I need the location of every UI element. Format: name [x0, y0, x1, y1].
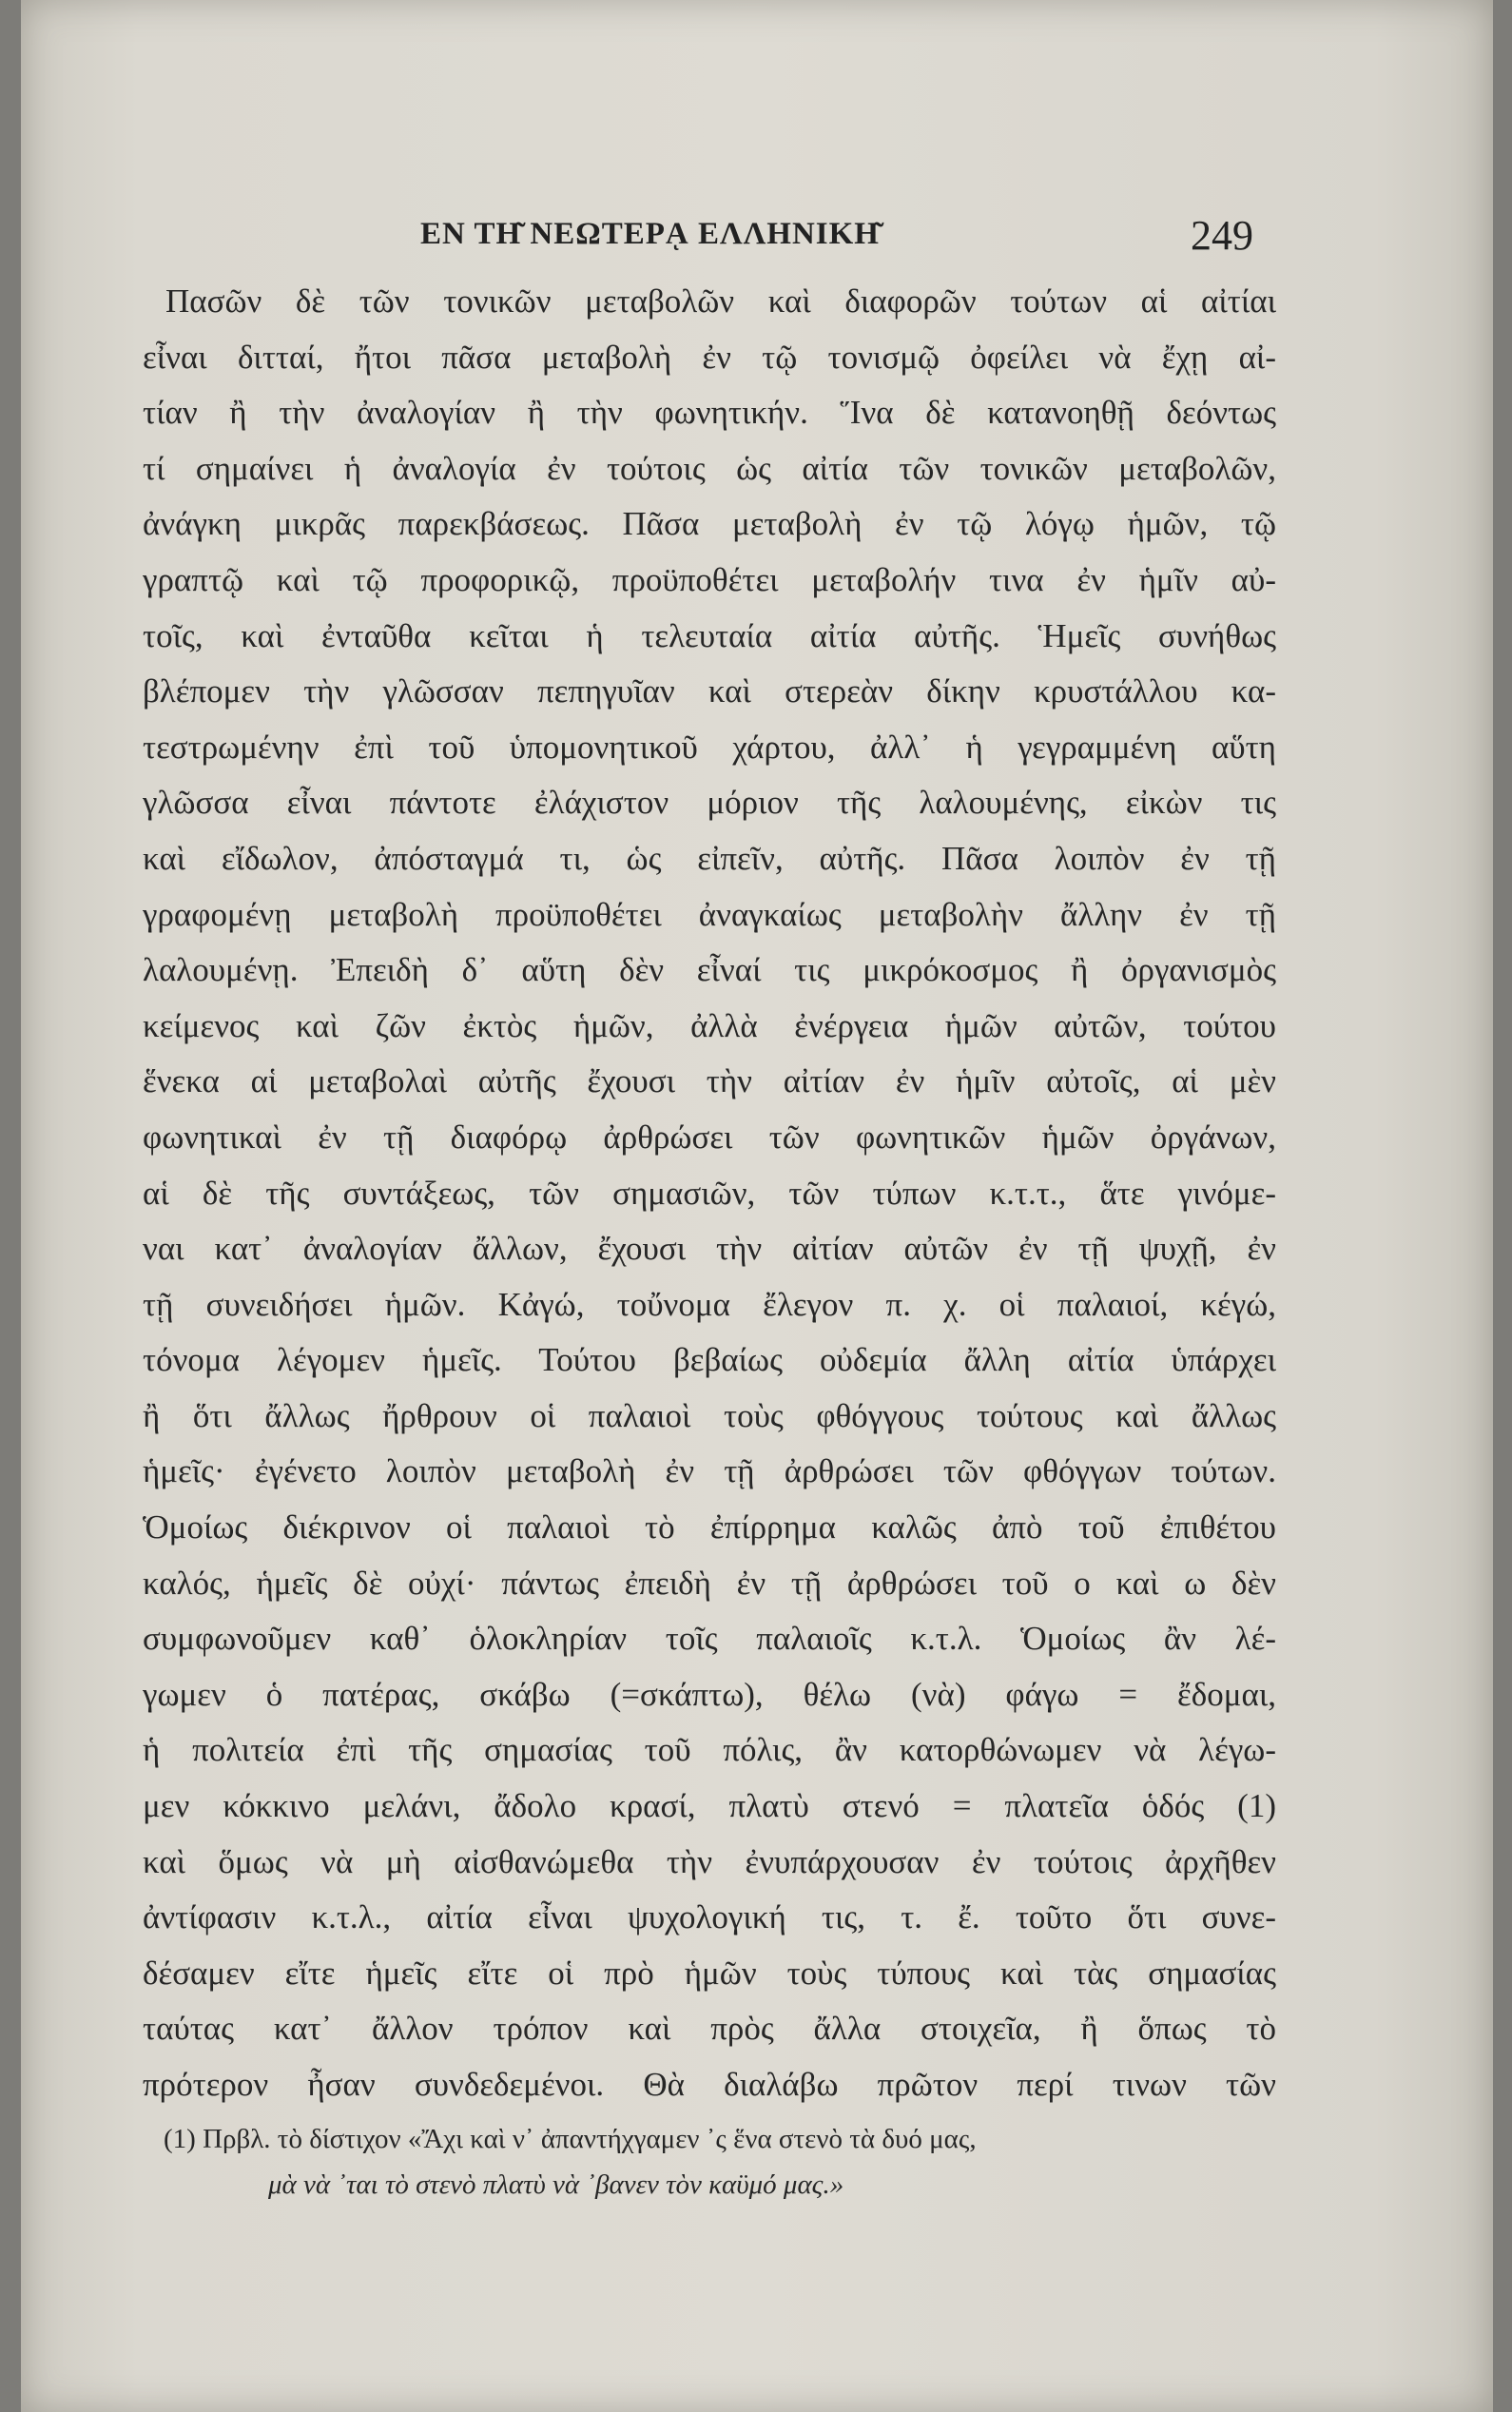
text-line: ἡ πολιτεία ἐπὶ τῆς σημασίας τοῦ πόλις, ἂν κατορθώνωμεν νὰ λέγω-: [143, 1731, 1276, 1769]
text-line: γραπτῷ καὶ τῷ προφορικῷ, προϋποθέτει μεταβολήν τινα ἐν ἡμῖν αὐ-: [143, 560, 1276, 598]
text-line: ἢ ὅτι ἄλλως ἤρθρουν οἱ παλαιοὶ τοὺς φθόγγους τούτους καὶ ἄλλως: [143, 1396, 1276, 1434]
text-line: φωνητικαὶ ἐν τῇ διαφόρῳ ἀρθρώσει τῶν φωνητικῶν ἡμῶν ὀργάνων,: [143, 1118, 1276, 1156]
text-line: τίαν ἢ τὴν ἀναλογίαν ἢ τὴν φωνητικήν. Ἵνα δὲ κατανοηθῇ δεόντως: [143, 394, 1276, 432]
page-number: 249: [1191, 212, 1253, 259]
text-line: ναι κατ᾿ ἀναλογίαν ἄλλων, ἔχουσι τὴν αἰτίαν αὐτῶν ἐν τῇ ψυχῇ, ἐν: [143, 1230, 1276, 1268]
text-line: εἶναι διτταί, ἤτοι πᾶσα μεταβολὴ ἐν τῷ τονισμῷ ὀφείλει νὰ ἔχῃ αἰ-: [143, 338, 1276, 376]
text-line: ταύτας κατ᾿ ἄλλον τρόπον καὶ πρὸς ἄλλα στοιχεῖα, ἢ ὅπως τὸ: [143, 2010, 1276, 2048]
text-line: ἀντίφασιν κ.τ.λ., αἰτία εἶναι ψυχολογική τις, τ. ἔ. τοῦτο ὅτι συνε-: [143, 1898, 1276, 1936]
text-line: τοῖς, καὶ ἐνταῦθα κεῖται ἡ τελευταία αἰτία αὐτῆς. Ἡμεῖς συνήθως: [143, 616, 1276, 654]
text-line: μεν κόκκινο μελάνι, ἄδολο κρασί, πλατὺ στενό = πλατεῖα ὁδός (1): [143, 1787, 1276, 1825]
text-line: τί σημαίνει ἡ ἀναλογία ἐν τούτοις ὡς αἰτία τῶν τονικῶν μεταβολῶν,: [143, 449, 1276, 487]
footnote-line: μὰ νὰ ᾿ται τὸ στενὸ πλατὺ νὰ ᾿βανεν τὸν καϋμό μας.»: [268, 2169, 844, 2200]
text-line: Ὁμοίως διέκρινον οἱ παλαιοὶ τὸ ἐπίρρημα καλῶς ἀπὸ τοῦ ἐπιθέτου: [143, 1508, 1276, 1546]
footnote-line: (1) Πρβλ. τὸ δίστιχον «Ἄχι καὶ ν᾿ ἀπαντήχγαμεν ᾿ς ἕνα στενὸ τὰ δυό μας,: [164, 2124, 977, 2154]
text-line: τῇ συνειδήσει ἡμῶν. Κἀγώ, τοὔνομα ἔλεγον π. χ. οἱ παλαιοί, κέγώ,: [143, 1285, 1276, 1323]
text-line: ἡμεῖς· ἐγένετο λοιπὸν μεταβολὴ ἐν τῇ ἀρθρώσει τῶν φθόγγων τούτων.: [143, 1452, 1276, 1490]
page-header: [21, 211, 1493, 268]
text-line: συμφωνοῦμεν καθ᾿ ὁλοκληρίαν τοῖς παλαιοῖς κ.τ.λ. Ὁμοίως ἂν λέ-: [143, 1620, 1276, 1658]
footnote: [164, 2116, 1276, 2208]
text-line: Πασῶν δὲ τῶν τονικῶν μεταβολῶν καὶ διαφορῶν τούτων αἱ αἰτίαι: [165, 282, 1276, 320]
text-line: γλῶσσα εἶναι πάντοτε ἐλάχιστον μόριον τῆς λαλουμένης, εἰκὼν τις: [143, 784, 1276, 822]
text-line: αἱ δὲ τῆς συντάξεως, τῶν σημασιῶν, τῶν τύπων κ.τ.τ., ἅτε γινόμε-: [143, 1174, 1276, 1212]
text-line: τόνομα λέγομεν ἡμεῖς. Τούτου βεβαίως οὐδεμία ἄλλη αἰτία ὑπάρχει: [143, 1341, 1276, 1379]
running-head: ΕΝ ΤΗ͂ ΝΕΩΤΕΡᾼ ΕΛΛΗΝΙΚΗ͂: [420, 217, 880, 251]
text-line: γωμεν ὁ πατέρας, σκάβω (=σκάπτω), θέλω (νὰ) φάγω = ἔδομαι,: [143, 1675, 1276, 1713]
text-line: καὶ εἴδωλον, ἀπόσταγμά τι, ὡς εἰπεῖν, αὐτῆς. Πᾶσα λοιπὸν ἐν τῇ: [143, 839, 1276, 877]
text-line: βλέπομεν τὴν γλῶσσαν πεπηγυῖαν καὶ στερεὰν δίκην κρυστάλλου κα-: [143, 672, 1276, 710]
text-line: ἕνεκα αἱ μεταβολαὶ αὐτῆς ἔχουσι τὴν αἰτίαν ἐν ἡμῖν αὐτοῖς, αἱ μὲν: [143, 1062, 1276, 1100]
book-page: [21, 0, 1493, 2412]
text-line: πρότερον ἦσαν συνδεδεμένοι. Θὰ διαλάβω πρῶτον περί τινων τῶν: [143, 2066, 1276, 2103]
text-line: λαλουμένῃ. Ἐπειδὴ δ᾿ αὕτη δὲν εἶναί τις μικρόκοσμος ἢ ὀργανισμὸς: [143, 951, 1276, 989]
text-line: γραφομένῃ μεταβολὴ προϋποθέτει ἀναγκαίως μεταβολὴν ἄλλην ἐν τῇ: [143, 895, 1276, 933]
text-line: καὶ ὅμως νὰ μὴ αἰσθανώμεθα τὴν ἐνυπάρχουσαν ἐν τούτοις ἀρχῆθεν: [143, 1842, 1276, 1880]
text-line: τεστρωμένην ἐπὶ τοῦ ὑπομονητικοῦ χάρτου, ἀλλ᾿ ἡ γεγραμμένη αὕτη: [143, 728, 1276, 766]
text-line: ἀνάγκη μικρᾶς παρεκβάσεως. Πᾶσα μεταβολὴ ἐν τῷ λόγῳ ἡμῶν, τῷ: [143, 505, 1276, 543]
body-text: [143, 274, 1276, 2113]
text-line: καλός, ἡμεῖς δὲ οὐχί· πάντως ἐπειδὴ ἐν τῇ ἀρθρώσει τοῦ ο καὶ ω δὲν: [143, 1564, 1276, 1602]
text-line: δέσαμεν εἴτε ἡμεῖς εἴτε οἱ πρὸ ἡμῶν τοὺς τύπους καὶ τὰς σημασίας: [143, 1954, 1276, 1992]
text-line: κείμενος καὶ ζῶν ἐκτὸς ἡμῶν, ἀλλὰ ἐνέργεια ἡμῶν αὐτῶν, τούτου: [143, 1006, 1276, 1044]
